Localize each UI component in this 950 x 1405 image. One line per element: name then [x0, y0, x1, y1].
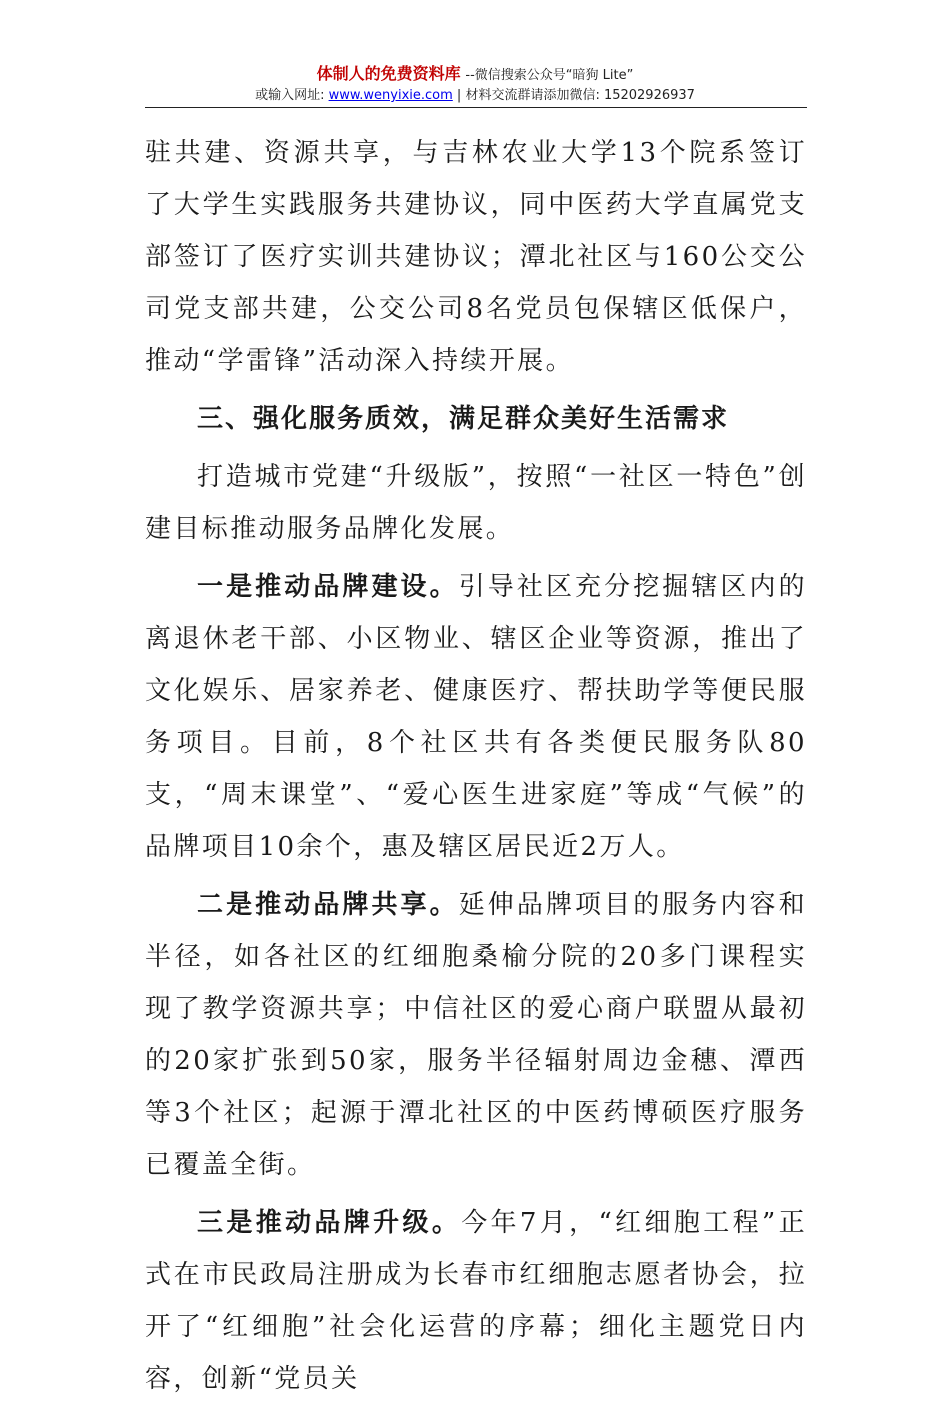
header-divider — [145, 107, 807, 108]
lead-brand-building: 一是推动品牌建设。 — [197, 572, 459, 602]
text-brand-sharing: 延伸品牌项目的服务内容和半径，如各社区的红细胞桑榆分院的20多门课程实现了教学资源共享；中信社区的爱心商户联盟从最初的20家扩张到50家，服务半径辐射周边金穗、潭西等3个社区；起源于潭北社区的中医药博硕医疗服务已覆盖全街。 — [145, 890, 807, 1180]
header-banner — [0, 64, 950, 86]
paragraph-brand-building — [145, 561, 807, 873]
paragraph-brand-upgrade — [145, 1197, 807, 1405]
text-brand-upgrade: 今年7月，“红细胞工程”正式在市民政局注册成为长春市红细胞志愿者协会，拉开了“红细胞”社会化运营的序幕；细化主题党日内容，创新“党员关 — [145, 1208, 807, 1394]
paragraph-brand-sharing — [145, 879, 807, 1191]
header-wechat-info: | 材料交流群请添加微信: 15202926937 — [452, 88, 695, 103]
header-contact — [0, 87, 950, 105]
header-brand: 体制人的免费资料库 — [316, 64, 461, 83]
paragraph-intro: 打造城市党建“升级版”，按照“一社区一特色”创建目标推动服务品牌化发展。 — [145, 462, 807, 544]
header-url-prefix: 或输入网址: — [255, 88, 329, 103]
lead-brand-upgrade: 三是推动品牌升级。 — [197, 1208, 462, 1238]
text-brand-building: 引导社区充分挖掘辖区内的离退休老干部、小区物业、辖区企业等资源，推出了文化娱乐、居家养老、健康医疗、帮扶助学等便民服务项目。目前，8个社区共有各类便民服务队80支，“周末课堂”、“爱心医生进家庭”等成“气候”的品牌项目10余个，惠及辖区居民近2万人。 — [145, 572, 807, 862]
paragraph-cobuilding: 驻共建、资源共享，与吉林农业大学13个院系签订了大学生实践服务共建协议，同中医药大学直属党支部签订了医疗实训共建协议；潭北社区与160公交公司党支部共建，公交公司8名党员包保辖区低保户，推动“学雷锋”活动深入持续开展。 — [145, 138, 807, 376]
document-body — [145, 127, 807, 1405]
section-heading-three: 三、强化服务质效，满足群众美好生活需求 — [197, 404, 730, 434]
header-subtitle: --微信搜索公众号“暗狗 Lite” — [465, 68, 634, 83]
header-url-link[interactable]: www.wenyixie.com — [328, 88, 453, 103]
lead-brand-sharing: 二是推动品牌共享。 — [197, 890, 459, 920]
